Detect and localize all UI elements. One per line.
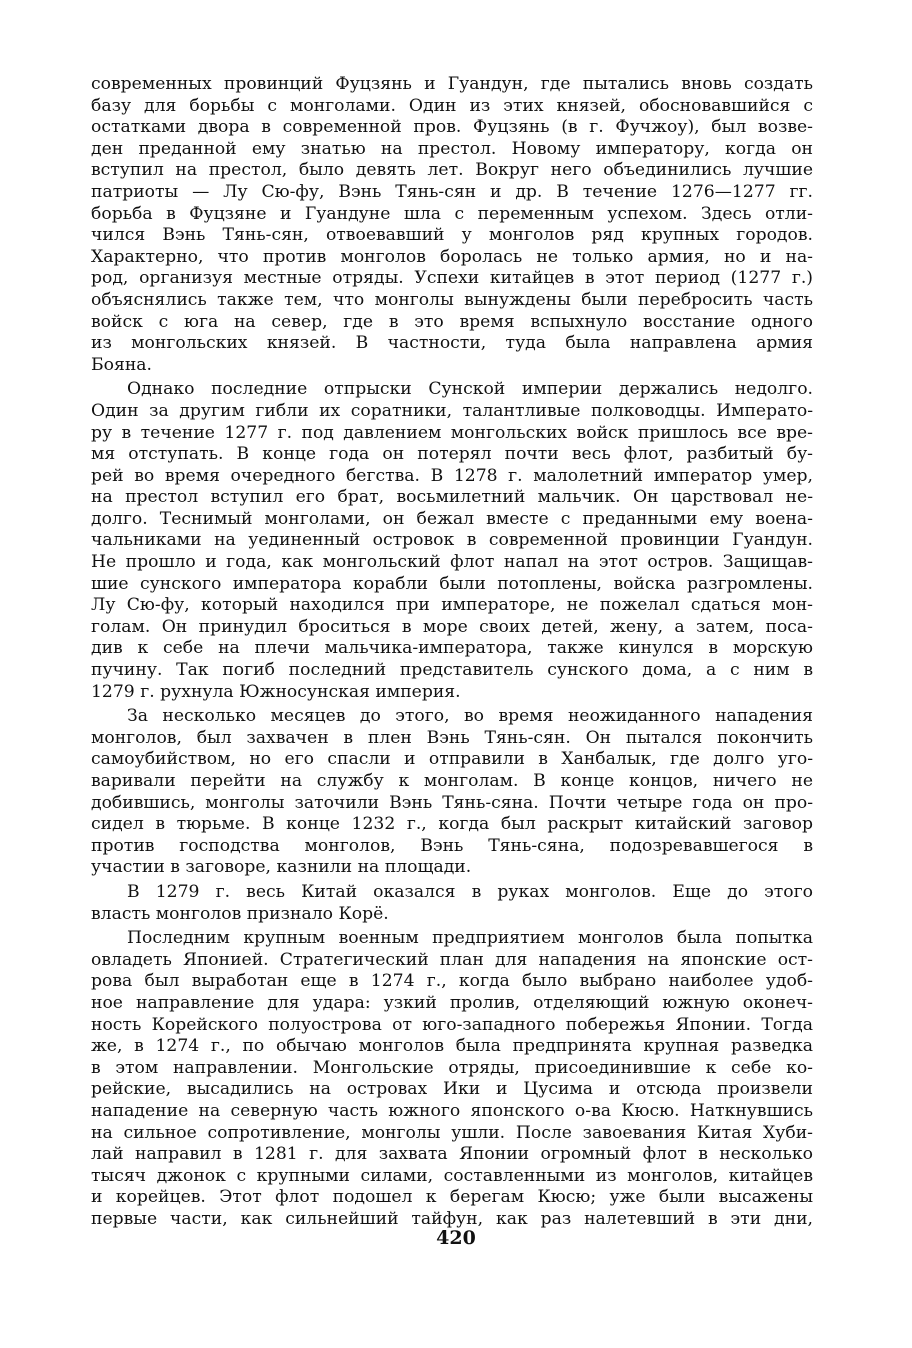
text-line: и корейцев. Этот флот подошел к берегам Кюсю; уже были высажены: [91, 1187, 813, 1208]
text-line: из монгольских князей. В частности, туда была направлена армия: [91, 333, 813, 354]
text-line: войск с юга на север, где в это время вспыхнуло восстание одного: [91, 311, 813, 332]
body-text: [91, 74, 813, 1230]
text-line: объяснялись также тем, что монголы вынуждены были перебросить часть: [91, 289, 813, 310]
text-line: участии в заговоре, казнили на площади.: [91, 857, 472, 878]
text-line: ру в течение 1277 г. под давлением монгольских войск пришлось все вре-: [91, 422, 813, 443]
text-line: 1279 г. рухнула Южносунская империя.: [91, 681, 461, 702]
paragraph: [91, 379, 813, 703]
text-line: пучину. Так погиб последний представитель сунского дома, а с ним в: [91, 660, 813, 681]
text-line: тысяч джонок с крупными силами, составленными из монголов, китайцев: [91, 1165, 813, 1186]
text-line: Характерно, что против монголов боролась не только армия, но и на-: [91, 246, 813, 267]
text-line: остатками двора в современной пров. Фуцзянь (в г. Фучжоу), был возве-: [91, 117, 813, 138]
text-line: добившись, монголы заточили Вэнь Тянь-сяна. Почти четыре года он про-: [91, 792, 813, 813]
text-line: Бояна.: [91, 354, 152, 375]
text-line: шие сунского императора корабли были потоплены, войска разгромлены.: [91, 573, 813, 594]
text-line: лай направил в 1281 г. для захвата Японии огромный флот в несколько: [91, 1144, 813, 1165]
page-number: 420: [436, 1227, 476, 1249]
text-line: патриоты — Лу Сю-фу, Вэнь Тянь-сян и др. В течение 1276—1277 гг.: [91, 181, 813, 202]
text-line: самоубийством, но его спасли и отправили в Ханбалык, где долго уго-: [91, 749, 813, 770]
text-line: мя отступать. В конце года он потерял почти весь флот, разбитый бу-: [91, 444, 813, 465]
text-line: Один за другим гибли их соратники, талантливые полководцы. Императо-: [91, 400, 813, 421]
text-line: голам. Он принудил броситься в море своих детей, жену, а затем, поса-: [91, 616, 813, 637]
text-line: рова был выработан еще в 1274 г., когда было выбрано наиболее удоб-: [91, 971, 813, 992]
text-line: род, организуя местные отряды. Успехи китайцев в этот период (1277 г.): [91, 268, 813, 289]
paragraph: [91, 928, 813, 1230]
text-line: ность Корейского полуострова от юго-западного побережья Японии. Тогда: [91, 1014, 813, 1035]
text-line: сидел в тюрьме. В конце 1232 г., когда был раскрыт китайский заговор: [91, 814, 813, 835]
text-line: Однако последние отпрыски Сунской империи держались недолго.: [127, 379, 813, 400]
text-line: Последним крупным военным предприятием монголов была попытка: [127, 928, 813, 949]
text-line: ден преданной ему знатью на престол. Новому императору, когда он: [91, 138, 813, 159]
text-line: базу для борьбы с монголами. Один из этих князей, обосновавшийся с: [91, 95, 813, 116]
text-line: варивали перейти на службу к монголам. В конце концов, ничего не: [91, 771, 813, 791]
text-line: рейские, высадились на островах Ики и Цусима и отсюда произвели: [91, 1079, 813, 1100]
text-line: власть монголов признало Корё.: [91, 903, 389, 924]
text-line: в этом направлении. Монгольские отряды, присоединившие к себе ко-: [91, 1057, 813, 1078]
text-line: чальниками на уединенный островок в современной провинции Гуандун.: [91, 530, 813, 551]
text-line: Не прошло и года, как монгольский флот напал на этот остров. Защищав-: [91, 552, 813, 573]
text-line: на сильное сопротивление, монголы ушли. После завоевания Китая Хуби-: [91, 1122, 813, 1143]
text-line: нападение на северную часть южного японского о-ва Кюсю. Наткнувшись: [91, 1100, 813, 1121]
text-line: же, в 1274 г., по обычаю монголов была предпринята крупная разведка: [91, 1036, 813, 1057]
text-line: долго. Теснимый монголами, он бежал вместе с преданными ему воена-: [91, 508, 813, 529]
text-line: Лу Сю-фу, который находился при императоре, не пожелал сдаться мон-: [91, 595, 813, 616]
text-line: первые части, как сильнейший тайфун, как раз налетевший в эти дни,: [91, 1208, 813, 1229]
text-line: борьба в Фуцзяне и Гуандуне шла с переменным успехом. Здесь отли-: [91, 203, 813, 224]
text-line: рей во время очередного бегства. В 1278 г. малолетний император умер,: [91, 465, 813, 486]
text-line: монголов, был захвачен в плен Вэнь Тянь-сян. Он пытался покончить: [91, 727, 813, 748]
text-line: вступил на престол, было девять лет. Вокруг него объединились лучшие: [91, 160, 813, 181]
text-line: овладеть Японией. Стратегический план для нападения на японские ост-: [91, 949, 813, 970]
text-line: чился Вэнь Тянь-сян, отвоевавший у монголов ряд крупных городов.: [91, 225, 813, 246]
text-line: див к себе на плечи мальчика-императора, также кинулся в морскую: [91, 638, 813, 659]
text-line: современных провинций Фуцзянь и Гуандун, где пытались вновь создать: [91, 74, 813, 94]
text-line: против господства монголов, Вэнь Тянь-сяна, подозревавшегося в: [91, 835, 813, 856]
paragraph: [91, 74, 813, 376]
text-line: на престол вступил его брат, восьмилетний мальчик. Он царствовал не-: [91, 487, 813, 508]
paragraph: [91, 706, 813, 879]
paragraph: [91, 882, 813, 925]
text-line: В 1279 г. весь Китай оказался в руках монголов. Еще до этого: [127, 881, 813, 902]
text-line: ное направление для удара: узкий пролив, отделяющий южную оконеч-: [91, 992, 813, 1013]
text-line: За несколько месяцев до этого, во время неожиданного нападения: [127, 706, 813, 727]
